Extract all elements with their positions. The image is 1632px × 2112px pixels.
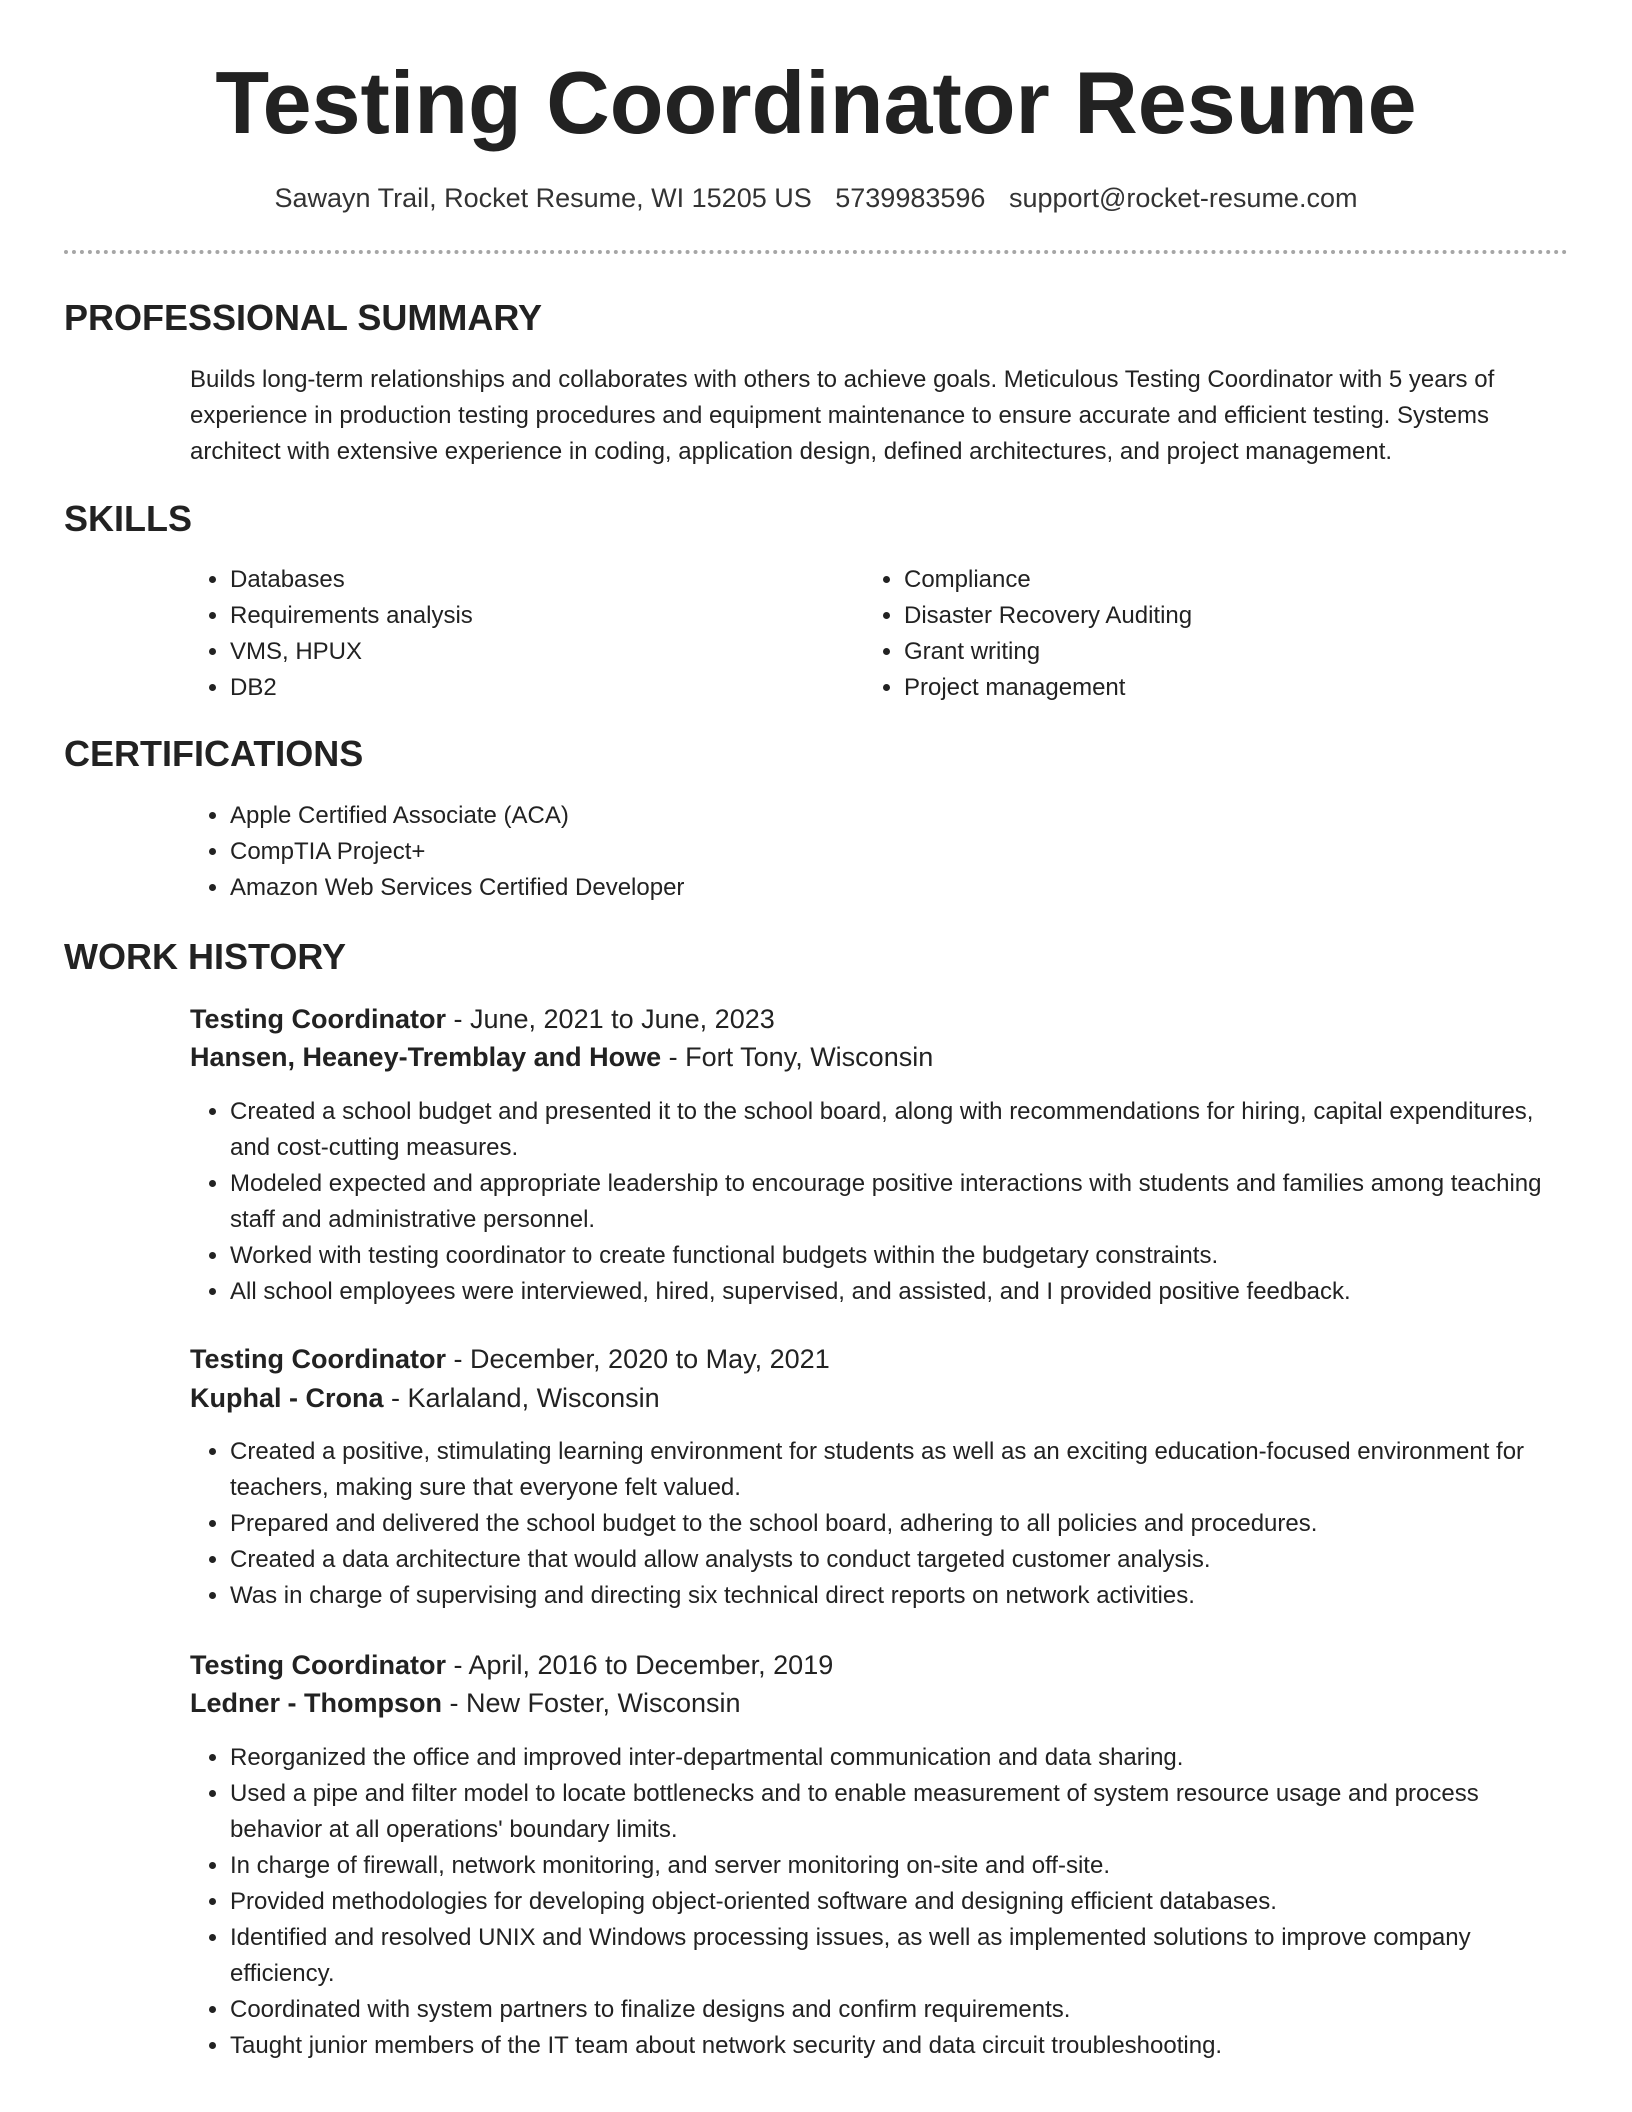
job-bullet: • Identified and resolved UNIX and Windows processing issues, as well as implemented solutions to improve company efficiency. [230,1920,1570,1992]
certification-item: • Amazon Web Services Certified Developer [230,870,1530,906]
job-bullet: • Created a positive, stimulating learning environment for students as well as an exciting education-focused environment for teachers, making sure that everyone felt valued. [230,1434,1570,1506]
job-bullet: • Reorganized the office and improved inter-departmental communication and data sharing. [230,1740,1570,1776]
resume-title: Testing Coordinator Resume [215,53,1417,152]
summary-text: Builds long-term relationships and collaborates with others to achieve goals. Meticulous Testing Coordinator with 5 years of experience in production testing procedures and equipment maintenance to ensure accurate and efficient testing. Systems architect with extensive experience in coding, application design, defined architectures, and project management. [190,366,1495,465]
job-title: Testing Coordinator [190,1650,446,1680]
job-title-line [190,1646,1560,1684]
skill-item: • Project management [904,670,1544,706]
skill-item: • VMS, HPUX [230,634,850,670]
job-dates: - April, 2016 to December, 2019 [446,1650,834,1680]
summary-heading: PROFESSIONAL SUMMARY [64,297,543,338]
job-location: - Karlaland, Wisconsin [383,1383,660,1413]
job-bullet: • Coordinated with system partners to finalize designs and confirm requirements. [230,1992,1570,2028]
skill-item: • Compliance [904,562,1544,598]
skills-heading: SKILLS [64,498,193,539]
contact-email: support@rocket-resume.com [1008,183,1358,213]
job-company-line [190,1379,1560,1417]
skill-item: • Databases [230,562,850,598]
job-bullet: • All school employees were interviewed, hired, supervised, and assisted, and I provided positive feedback. [230,1274,1570,1310]
skill-item: • DB2 [230,670,850,706]
contact-address: Sawayn Trail, Rocket Resume, WI 15205 US [274,183,812,213]
skills-list-left [186,562,850,706]
job-company: Hansen, Heaney-Tremblay and Howe [190,1042,662,1072]
job-bullet: • Prepared and delivered the school budget to the school board, adhering to all policies and procedures. [230,1506,1570,1542]
certification-item: • CompTIA Project+ [230,834,1530,870]
work-history-heading: WORK HISTORY [64,936,347,977]
certifications-list [186,798,1530,906]
job-bullet: • Modeled expected and appropriate leadership to encourage positive interactions with students and families among teaching staff and administrative personnel. [230,1166,1570,1238]
certification-item: • Apple Certified Associate (ACA) [230,798,1530,834]
job-bullets [186,1434,1570,1614]
job-title: Testing Coordinator [190,1004,446,1034]
contact-phone: 5739983596 [835,183,986,213]
job-location: - New Foster, Wisconsin [442,1688,741,1718]
job-dates: - June, 2021 to June, 2023 [446,1004,775,1034]
job-company: Kuphal - Crona [190,1383,384,1413]
job-bullet: • Used a pipe and filter model to locate bottlenecks and to enable measurement of system resource usage and process behavior at all operations' boundary limits. [230,1776,1570,1848]
job-location: - Fort Tony, Wisconsin [661,1042,934,1072]
job-bullet: • Taught junior members of the IT team about network security and data circuit troubleshooting. [230,2028,1570,2064]
job-title-line [190,1000,1560,1038]
job-bullet: • Was in charge of supervising and directing six technical direct reports on network activities. [230,1578,1570,1614]
job-bullet: • Worked with testing coordinator to create functional budgets within the budgetary constraints. [230,1238,1570,1274]
job-company-line [190,1038,1560,1076]
header-divider [64,250,1568,254]
job-bullets [186,1740,1570,2064]
skills-list-right [860,562,1544,706]
certifications-heading: CERTIFICATIONS [64,733,364,774]
job-company: Ledner - Thompson [190,1688,442,1718]
job-title-line [190,1340,1560,1378]
job-bullet: • In charge of firewall, network monitoring, and server monitoring on-site and off-site. [230,1848,1570,1884]
job-bullet: • Provided methodologies for developing object-oriented software and designing efficient databases. [230,1884,1570,1920]
job-bullet: • Created a school budget and presented it to the school board, along with recommendations for hiring, capital expenditures, and cost-cutting measures. [230,1094,1570,1166]
job-title: Testing Coordinator [190,1344,446,1374]
skill-item: • Requirements analysis [230,598,850,634]
skill-item: • Grant writing [904,634,1544,670]
job-bullets [186,1094,1570,1310]
contact-line [0,178,1632,218]
job-dates: - December, 2020 to May, 2021 [446,1344,830,1374]
job-company-line [190,1684,1560,1722]
job-bullet: • Created a data architecture that would allow analysts to conduct targeted customer analysis. [230,1542,1570,1578]
skill-item: • Disaster Recovery Auditing [904,598,1544,634]
